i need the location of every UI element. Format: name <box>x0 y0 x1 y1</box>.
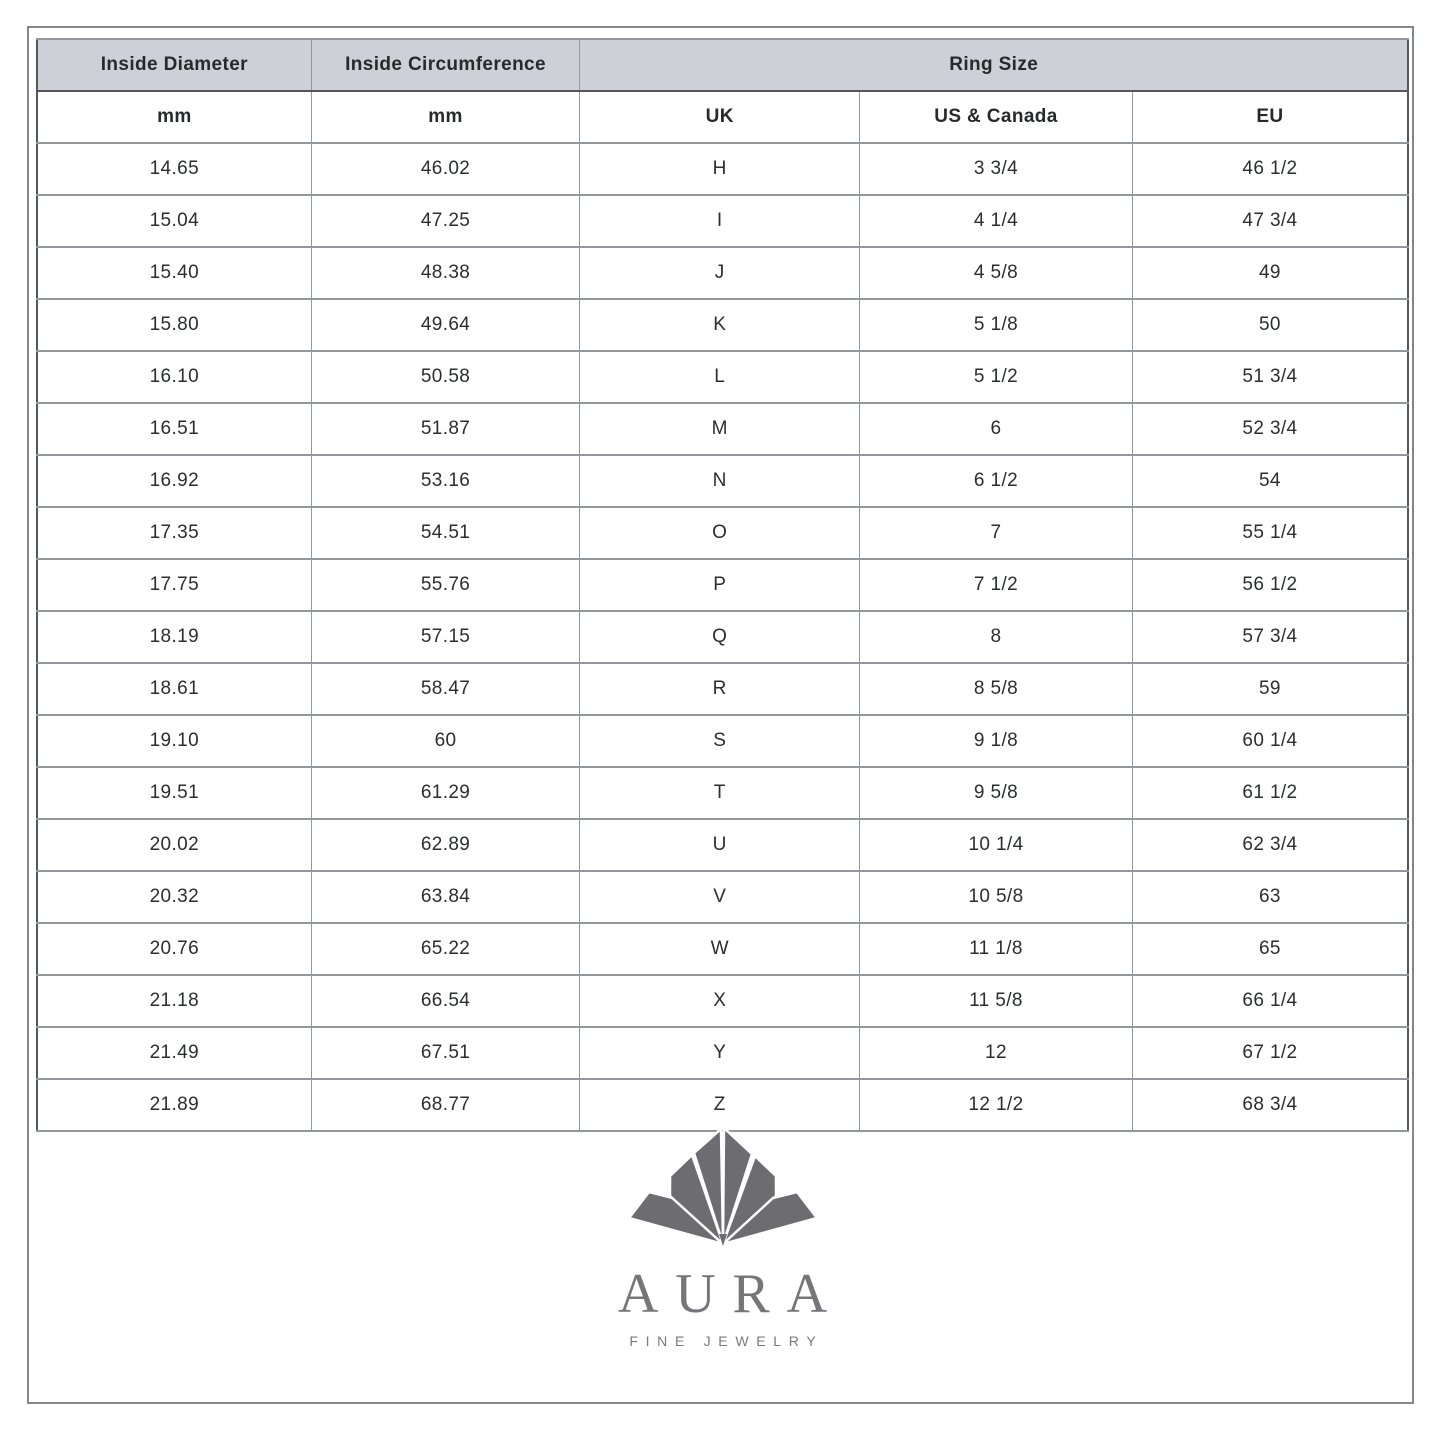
col-header-inside-circumference: Inside Circumference <box>311 39 580 91</box>
table-cell: 19.10 <box>37 715 311 767</box>
table-cell: 9 5/8 <box>860 767 1133 819</box>
table-cell: 58.47 <box>311 663 580 715</box>
brand-name: AURA <box>617 1263 844 1325</box>
table-cell: 15.80 <box>37 299 311 351</box>
table-cell: 8 <box>860 611 1133 663</box>
table-cell: N <box>580 455 860 507</box>
table-cell: 9 1/8 <box>860 715 1133 767</box>
table-cell: 16.51 <box>37 403 311 455</box>
table-cell: 18.61 <box>37 663 311 715</box>
sub-header-mm-circumference: mm <box>311 91 580 143</box>
table-row <box>37 299 1408 351</box>
table-cell: Y <box>580 1027 860 1079</box>
table-row <box>37 715 1408 767</box>
table-cell: 57 3/4 <box>1132 611 1408 663</box>
table-cell: 53.16 <box>311 455 580 507</box>
table-row <box>37 559 1408 611</box>
table-cell: 12 1/2 <box>860 1079 1133 1131</box>
table-cell: P <box>580 559 860 611</box>
sub-header-mm-diameter: mm <box>37 91 311 143</box>
table-cell: Z <box>580 1079 860 1131</box>
table-cell: L <box>580 351 860 403</box>
table-cell: 20.76 <box>37 923 311 975</box>
table-cell: 46.02 <box>311 143 580 195</box>
table-row <box>37 143 1408 195</box>
table-cell: 51.87 <box>311 403 580 455</box>
table-cell: 16.92 <box>37 455 311 507</box>
table-cell: 3 3/4 <box>860 143 1133 195</box>
table-cell: 57.15 <box>311 611 580 663</box>
table-cell: H <box>580 143 860 195</box>
table-cell: 56 1/2 <box>1132 559 1408 611</box>
table-row <box>37 663 1408 715</box>
sub-header-uk: UK <box>580 91 860 143</box>
table-cell: 11 1/8 <box>860 923 1133 975</box>
table-cell: J <box>580 247 860 299</box>
table-cell: 51 3/4 <box>1132 351 1408 403</box>
brand-tagline: FINE JEWELRY <box>629 1333 824 1349</box>
table-cell: 6 <box>860 403 1133 455</box>
table-cell: 61.29 <box>311 767 580 819</box>
table-cell: 18.19 <box>37 611 311 663</box>
table-cell: 7 <box>860 507 1133 559</box>
col-header-ring-size: Ring Size <box>580 39 1408 91</box>
table-cell: 11 5/8 <box>860 975 1133 1027</box>
table-cell: 20.02 <box>37 819 311 871</box>
table-cell: 68 3/4 <box>1132 1079 1408 1131</box>
table-cell: 66 1/4 <box>1132 975 1408 1027</box>
table-cell: U <box>580 819 860 871</box>
table-cell: 14.65 <box>37 143 311 195</box>
table-cell: 15.04 <box>37 195 311 247</box>
table-row <box>37 871 1408 923</box>
table-cell: 67.51 <box>311 1027 580 1079</box>
table-cell: 66.54 <box>311 975 580 1027</box>
table-cell: 20.32 <box>37 871 311 923</box>
table-cell: 47 3/4 <box>1132 195 1408 247</box>
table-cell: 63.84 <box>311 871 580 923</box>
sub-header-eu: EU <box>1132 91 1408 143</box>
table-cell: 12 <box>860 1027 1133 1079</box>
table-cell: 6 1/2 <box>860 455 1133 507</box>
table-row <box>37 455 1408 507</box>
table-cell: 10 5/8 <box>860 871 1133 923</box>
table-cell: 49.64 <box>311 299 580 351</box>
fan-gem-icon <box>627 1128 819 1250</box>
table-cell: 59 <box>1132 663 1408 715</box>
table-cell: 5 1/8 <box>860 299 1133 351</box>
table-cell: 5 1/2 <box>860 351 1133 403</box>
table-body <box>37 143 1408 1131</box>
table-cell: 17.35 <box>37 507 311 559</box>
table-cell: 65 <box>1132 923 1408 975</box>
table-row <box>37 195 1408 247</box>
table-cell: O <box>580 507 860 559</box>
table-cell: 46 1/2 <box>1132 143 1408 195</box>
table-cell: 55.76 <box>311 559 580 611</box>
table-row <box>37 611 1408 663</box>
table-row <box>37 923 1408 975</box>
table-cell: K <box>580 299 860 351</box>
table-cell: 60 1/4 <box>1132 715 1408 767</box>
table-cell: S <box>580 715 860 767</box>
table-cell: 62.89 <box>311 819 580 871</box>
table-cell: 60 <box>311 715 580 767</box>
table-cell: 10 1/4 <box>860 819 1133 871</box>
table-cell: 68.77 <box>311 1079 580 1131</box>
table-row <box>37 247 1408 299</box>
table-cell: 4 1/4 <box>860 195 1133 247</box>
table-cell: 55 1/4 <box>1132 507 1408 559</box>
table-cell: 54 <box>1132 455 1408 507</box>
table-row <box>37 507 1408 559</box>
table-cell: 63 <box>1132 871 1408 923</box>
table-cell: W <box>580 923 860 975</box>
table-cell: X <box>580 975 860 1027</box>
table-cell: 62 3/4 <box>1132 819 1408 871</box>
table-cell: 50.58 <box>311 351 580 403</box>
table-cell: I <box>580 195 860 247</box>
table-cell: R <box>580 663 860 715</box>
table-row <box>37 819 1408 871</box>
table-cell: 48.38 <box>311 247 580 299</box>
table-cell: 21.18 <box>37 975 311 1027</box>
col-header-inside-diameter: Inside Diameter <box>37 39 311 91</box>
ring-size-table <box>36 38 1409 1132</box>
table-cell: T <box>580 767 860 819</box>
sub-header-us-canada: US & Canada <box>860 91 1133 143</box>
table-cell: 19.51 <box>37 767 311 819</box>
table-row <box>37 975 1408 1027</box>
table-cell: 15.40 <box>37 247 311 299</box>
ring-size-table-container <box>36 38 1409 1132</box>
table-cell: M <box>580 403 860 455</box>
table-sub-header-row <box>37 91 1408 143</box>
table-cell: Q <box>580 611 860 663</box>
table-cell: 54.51 <box>311 507 580 559</box>
table-row <box>37 403 1408 455</box>
table-cell: 67 1/2 <box>1132 1027 1408 1079</box>
table-row <box>37 767 1408 819</box>
table-row <box>37 351 1408 403</box>
table-cell: 16.10 <box>37 351 311 403</box>
table-cell: 50 <box>1132 299 1408 351</box>
brand-logo <box>0 1128 1445 1348</box>
table-group-header-row <box>37 39 1408 91</box>
table-cell: 49 <box>1132 247 1408 299</box>
table-cell: 47.25 <box>311 195 580 247</box>
table-cell: 21.89 <box>37 1079 311 1131</box>
table-cell: 65.22 <box>311 923 580 975</box>
table-row <box>37 1027 1408 1079</box>
table-cell: 61 1/2 <box>1132 767 1408 819</box>
table-row <box>37 1079 1408 1131</box>
table-cell: 7 1/2 <box>860 559 1133 611</box>
table-cell: 17.75 <box>37 559 311 611</box>
table-cell: 4 5/8 <box>860 247 1133 299</box>
table-cell: 21.49 <box>37 1027 311 1079</box>
table-cell: 52 3/4 <box>1132 403 1408 455</box>
table-cell: V <box>580 871 860 923</box>
table-cell: 8 5/8 <box>860 663 1133 715</box>
